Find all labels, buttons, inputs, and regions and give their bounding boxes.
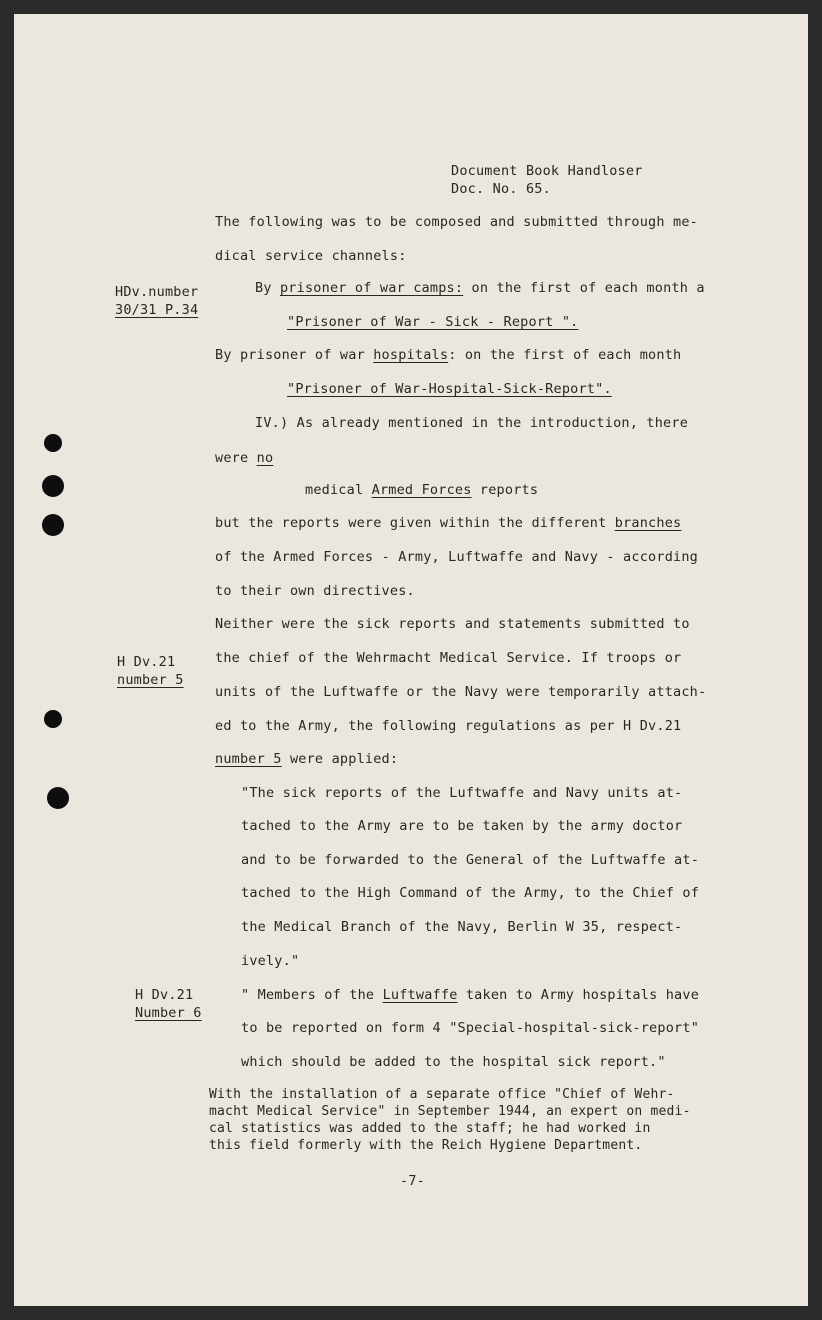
document-page <box>14 14 808 1306</box>
quote-1-line-1: "The sick reports of the Luftwaffe and Navy units at- <box>241 785 683 801</box>
medical-text-a: medical <box>305 482 372 498</box>
armed-forces-underlined: Armed Forces <box>371 482 472 498</box>
camps-underlined: prisoner of war camps: <box>279 280 464 296</box>
units-line: units of the Luftwaffe or the Navy were temporarily attach- <box>215 684 707 700</box>
branches-text-a: but the reports were given within the different <box>215 515 615 531</box>
number5-underlined: number 5 <box>215 751 282 767</box>
number5-line <box>215 750 398 768</box>
header-line-1: Document Book Handloser <box>451 163 643 179</box>
final-paragraph-line-4: this field formerly with the Reich Hygiene Department. <box>209 1138 643 1153</box>
quote-2-text-a: " Members of the <box>241 987 383 1003</box>
punch-hole <box>44 434 62 452</box>
quote-1-line-3: and to be forwarded to the General of the Luftwaffe at- <box>241 852 700 868</box>
paragraph-1-line-1: The following was to be composed and submitted through me- <box>215 214 699 230</box>
page-number: -7- <box>400 1173 425 1189</box>
quote-1-line-6: ively." <box>241 953 300 969</box>
luftwaffe-underlined: Luftwaffe <box>382 987 458 1003</box>
hospitals-text-a: By prisoner of war <box>215 347 374 363</box>
hospitals-line <box>215 346 681 364</box>
final-paragraph-line-3: cal statistics was added to the staff; he had worked in <box>209 1121 651 1136</box>
margin-note-3-line-2: Number 6 <box>135 1005 202 1021</box>
hospitals-text-b: : on the first of each month <box>448 347 682 363</box>
quote-1-line-4: tached to the High Command of the Army, to the Chief of <box>241 885 700 901</box>
no-underlined: no <box>256 450 274 466</box>
quote-2-line-1 <box>241 986 699 1004</box>
own-directives-line: to their own directives. <box>215 583 415 599</box>
section-iv-line: IV.) As already mentioned in the introduction, there <box>255 415 689 431</box>
branches-underlined: branches <box>614 515 682 531</box>
punch-hole <box>47 787 69 809</box>
margin-note-2-line-2: number 5 <box>117 672 184 688</box>
quote-1-line-2: tached to the Army are to be taken by the army doctor <box>241 818 683 834</box>
punch-hole <box>42 514 64 536</box>
quote-2-line-2: to be reported on form 4 "Special-hospital-sick-report" <box>241 1020 700 1036</box>
number5-text: were applied: <box>281 751 399 767</box>
were-text: were <box>215 450 257 466</box>
branches-line <box>215 514 681 532</box>
camps-text-b: on the first of each month a <box>463 280 705 296</box>
neither-line: Neither were the sick reports and statements submitted to <box>215 616 690 632</box>
final-paragraph-line-1: With the installation of a separate office "Chief of Wehr- <box>209 1087 675 1102</box>
punch-hole <box>44 710 62 728</box>
margin-note-2-line-1: H Dv.21 <box>117 654 176 670</box>
medical-text-b: reports <box>471 482 539 498</box>
quote-2-line-3: which should be added to the hospital sick report." <box>241 1054 666 1070</box>
attached-line: ed to the Army, the following regulations as per H Dv.21 <box>215 718 682 734</box>
camps-line <box>255 279 705 297</box>
hospitals-report-title: "Prisoner of War-Hospital-Sick-Report". <box>287 381 612 397</box>
camps-text-a: By <box>255 280 280 296</box>
header-line-2: Doc. No. 65. <box>451 181 551 197</box>
punch-hole <box>42 475 64 497</box>
margin-note-1-line-1: HDv.number <box>115 284 199 300</box>
margin-note-1-line-2: 30/31 P.34 <box>115 302 199 318</box>
armed-forces-line: of the Armed Forces - Army, Luftwaffe and Navy - according <box>215 549 699 565</box>
final-paragraph-line-2: macht Medical Service" in September 1944, an expert on medi- <box>209 1104 691 1119</box>
hospitals-underlined: hospitals <box>373 347 449 363</box>
camps-report-title: "Prisoner of War - Sick - Report ". <box>287 314 579 330</box>
quote-2-text-b: taken to Army hospitals have <box>457 987 700 1003</box>
medical-reports-line <box>305 481 538 499</box>
paragraph-1-line-2: dical service channels: <box>215 248 407 264</box>
quote-1-line-5: the Medical Branch of the Navy, Berlin W 35, respect- <box>241 919 683 935</box>
were-no-line <box>215 449 273 467</box>
chief-line: the chief of the Wehrmacht Medical Service. If troops or <box>215 650 682 666</box>
margin-note-3-line-1: H Dv.21 <box>135 987 194 1003</box>
